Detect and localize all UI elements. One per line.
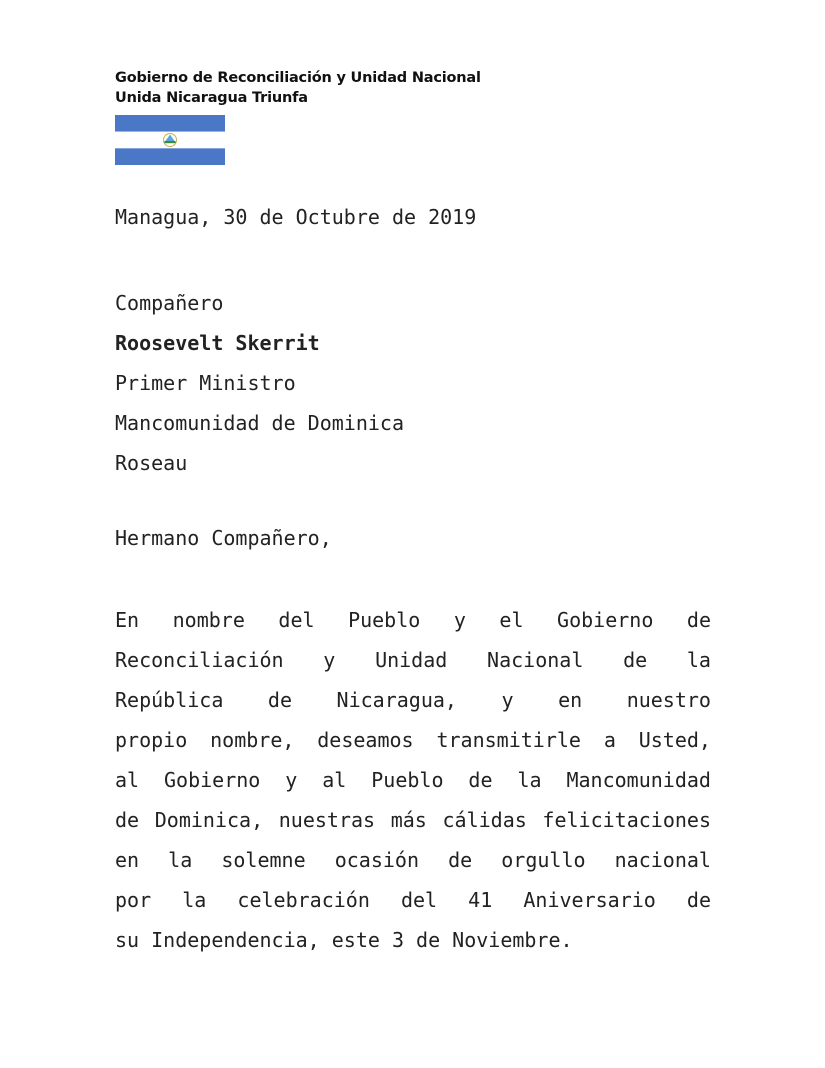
- body-line: [115, 720, 711, 760]
- body-word: nombre,: [210, 728, 295, 752]
- body-line: [115, 640, 711, 680]
- recipient-position: Primer Ministro: [115, 371, 296, 395]
- recipient-country: Mancomunidad de Dominica: [115, 411, 404, 435]
- body-line: [115, 760, 711, 800]
- body-word: Pueblo: [371, 768, 444, 792]
- body-word: y: [285, 768, 298, 792]
- body-word: del: [278, 608, 315, 632]
- body-word: de: [115, 808, 140, 832]
- body-line: [115, 880, 711, 920]
- recipient-name: Roosevelt Skerrit: [115, 331, 320, 355]
- body-word: deseamos: [317, 728, 414, 752]
- body-line: [115, 600, 711, 640]
- body-word: la: [168, 848, 193, 872]
- body-word: al: [115, 768, 140, 792]
- body-word: la: [182, 888, 207, 912]
- body-word: República: [115, 688, 224, 712]
- letter-body: [115, 600, 711, 960]
- body-line: [115, 800, 711, 840]
- government-slogan: Unida Nicaragua Triunfa: [115, 90, 308, 106]
- flag-graphic: [115, 115, 225, 165]
- recipient-address: [115, 283, 404, 483]
- body-word: y: [453, 608, 466, 632]
- government-name: Gobierno de Reconciliación y Unidad Nacional: [115, 70, 481, 86]
- body-word: y: [323, 648, 336, 672]
- body-line-text: su Independencia, este 3 de Noviembre.: [115, 928, 573, 952]
- body-word: de: [686, 888, 711, 912]
- body-word: Gobierno: [164, 768, 261, 792]
- body-word: Mancomunidad: [566, 768, 711, 792]
- recipient-city: Roseau: [115, 451, 188, 475]
- body-word: celebración: [237, 888, 370, 912]
- body-word: nuestras: [278, 808, 376, 832]
- body-word: en: [115, 848, 140, 872]
- letter-date: Managua, 30 de Octubre de 2019: [115, 205, 477, 229]
- body-word: orgullo: [501, 848, 586, 872]
- body-word: Nacional: [487, 648, 584, 672]
- body-word: propio: [115, 728, 188, 752]
- body-word: y: [501, 688, 514, 712]
- body-word: transmitirle: [436, 728, 581, 752]
- body-word: la: [686, 648, 711, 672]
- body-line: [115, 840, 711, 880]
- body-word: al: [322, 768, 347, 792]
- body-word: solemne: [221, 848, 306, 872]
- body-word: de: [623, 648, 648, 672]
- body-word: a: [603, 728, 616, 752]
- body-word: del: [400, 888, 438, 912]
- body-word: nombre: [172, 608, 245, 632]
- body-word: Unidad: [375, 648, 448, 672]
- body-word: Pueblo: [348, 608, 421, 632]
- nicaragua-flag-icon: [115, 115, 225, 165]
- body-word: ocasión: [334, 848, 420, 872]
- body-word: de: [448, 848, 473, 872]
- salutation: Hermano Compañero,: [115, 526, 332, 550]
- body-word: Gobierno: [557, 608, 654, 632]
- body-word: felicitaciones: [542, 808, 711, 832]
- body-word: el: [499, 608, 524, 632]
- body-word: Usted,: [638, 728, 711, 752]
- body-word: más: [390, 808, 427, 832]
- body-word: Dominica,: [154, 808, 264, 832]
- letterhead: [115, 68, 481, 108]
- body-word: de: [267, 688, 292, 712]
- body-word: en: [558, 688, 583, 712]
- body-word: nuestro: [626, 688, 711, 712]
- body-line: [115, 920, 711, 960]
- body-word: de: [686, 608, 711, 632]
- body-word: 41: [468, 888, 493, 912]
- body-word: nacional: [614, 848, 711, 872]
- body-word: Nicaragua,: [336, 688, 457, 712]
- body-word: En: [115, 608, 140, 632]
- body-word: de: [468, 768, 493, 792]
- recipient-title: Compañero: [115, 291, 224, 315]
- body-line: [115, 680, 711, 720]
- body-word: Reconciliación: [115, 648, 284, 672]
- body-word: Aniversario: [523, 888, 656, 912]
- body-word: cálidas: [442, 808, 527, 832]
- body-word: por: [115, 888, 152, 912]
- body-word: la: [517, 768, 542, 792]
